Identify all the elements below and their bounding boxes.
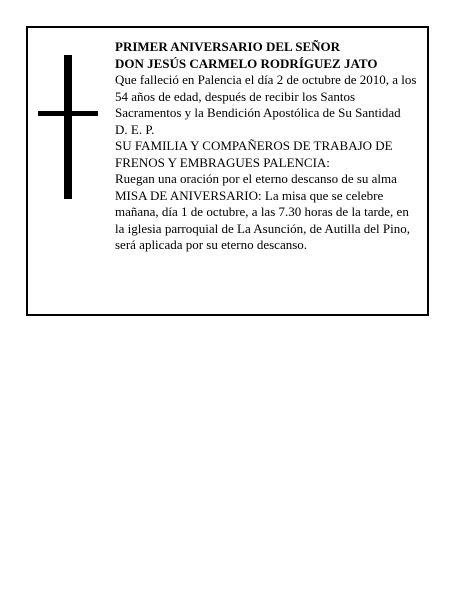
notice-text [115,39,421,254]
mass-details: MISA DE ANIVERSARIO: La misa que se celebre mañana, día 1 de octubre, a las 7.30 horas de la tarde, en la iglesia parroquial de La Asunción, de Autilla del Pino, será aplicada por su eterno descanso. [115,187,410,252]
death-details: Que falleció en Palencia el día 2 de octubre de 2010, a los 54 años de edad, después de recibir los Santos Sacramentos y la Bendición Apostólica de Su Santidad [115,72,417,120]
cross-horizontal-bar [38,111,98,116]
obituary-notice [26,26,429,316]
cross-icon [38,55,98,199]
family-line: SU FAMILIA Y COMPAÑEROS DE TRABAJO DE FRENOS Y EMBRAGUES PALENCIA: [115,138,393,170]
prayer-request: Ruegan una oración por el eterno descanso de su alma [115,171,397,186]
heading-line-1: PRIMER ANIVERSARIO DEL SEÑOR [115,39,341,54]
cross-vertical-bar [64,55,72,199]
dep-text: D. E. P. [115,121,155,137]
heading-line-2: DON JESÚS CARMELO RODRÍGUEZ JATO [115,55,378,71]
